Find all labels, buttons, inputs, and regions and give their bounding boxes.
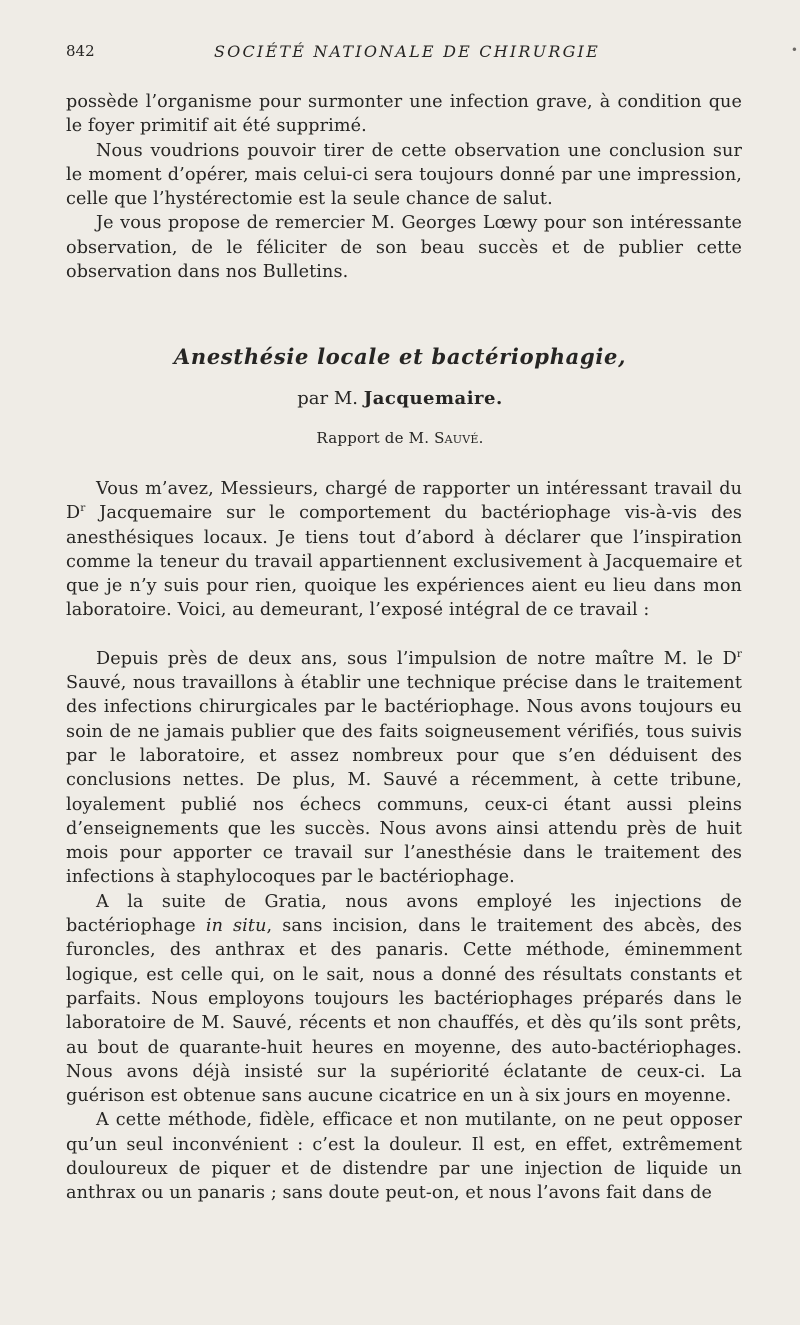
technique-text-end: Sauvé, nous travaillons à établir une technique précise dans le traitement des infections chirurgicales par le bactériophage. Nous avons toujours eu soin de ne jamais publier que des faits soigneusement vérifiés, tous suivis par le laboratoire, et assez nombreux pour que s’en déduisent des conclusions nettes. De plus, M. Sauvé a récemment, à cette tribune, loyalement publié nos échecs communs, ceux-ci étant aussi pleins d’enseignements que les succès. Nous avons ainsi attendu près de huit mois pour apporter ce travail sur l’anesthésie dans le traitement des infections à staphylocoques par le bactériophage. <box>66 673 742 888</box>
byline-prefix: par M. <box>297 388 358 409</box>
method-text-end: , sans incision, dans le traitement des abcès, des furoncles, des anthrax et des panaris. Cette méthode, éminemment logique, est celle qui, on le sait, nous a donné des résultats constants et parfaits. Nous employons toujours les bactériophages préparés dans le laboratoire de M. Sauvé, récents et non chauffés, et dès qu’ils sont prêts, au bout de quarante-huit heures en moyenne, des auto-bactériophages. Nous avons déjà insisté sur la supériorité éclatante de ceux-ci. La guérison est obtenue sans aucune cicatrice en un à six jours en moyenne. <box>66 916 743 1107</box>
previous-report-ending <box>66 90 742 284</box>
paragraph-pain: A cette méthode, fidèle, efficace et non mutilante, on ne peut opposer qu’un seul inconvénient : c’est la douleur. Il est, en effet, extrêmement douloureux de piquer et de distendre par une injection de liquide un anthrax ou un panaris ; sans doute peut-on, et nous l’avons fait dans de <box>66 1110 742 1204</box>
paragraph-technique <box>66 647 742 890</box>
paragraph-method <box>66 890 742 1109</box>
intro-text-end: Jacquemaire sur le comportement du bactériophage vis-à-vis des anesthésiques locaux. Je tiens tout d’abord à déclarer que l’inspiration comme la teneur du travail appartiennent exclusivement à Jacquemaire et que je n’y suis pour rien, quoique les expériences aient eu lieu dans mon laboratoire. Voici, au demeurant, l’exposé intégral de ce travail : <box>66 503 742 621</box>
edge-mark-icon: • <box>790 43 798 57</box>
report-author: Sauvé. <box>434 429 484 447</box>
running-title: SOCIÉTÉ NATIONALE DE CHIRURGIE <box>214 42 600 61</box>
intro-text-start: Vous m’avez, Messieurs, chargé de rapporter un intéressant travail du D <box>66 479 742 524</box>
paragraph-proposal: Je vous propose de remercier M. Georges Lœwy pour son intéressante observation, de le féliciter de son beau succès et de publier cette observation dans nos Bulletins. <box>66 213 742 283</box>
intro-doctor-superscript: r <box>80 502 86 515</box>
method-italic-term: in situ <box>205 916 267 937</box>
paragraph-continuation: possède l’organisme pour surmonter une infection grave, à condition que le foyer primitif ait été supprimé. <box>66 92 742 137</box>
page-header <box>66 42 742 66</box>
paragraph-conclusion: Nous voudrions pouvoir tirer de cette observation une conclusion sur le moment d’opérer, mais celui-ci sera toujours donné par une impression, celle que l’hystérectomie est la seule chance de salut. <box>66 140 742 210</box>
technique-text-start: Depuis près de deux ans, sous l’impulsion de notre maître M. le D <box>96 648 737 669</box>
page-number: 842 <box>66 42 95 60</box>
report-line <box>0 429 800 447</box>
paragraph-intro <box>66 477 742 623</box>
article-body <box>66 477 742 1206</box>
article-byline <box>0 388 800 409</box>
technique-doctor-superscript: r <box>736 647 742 660</box>
byline-author: Jacquemaire. <box>363 388 503 409</box>
report-prefix: Rapport de M. <box>316 429 430 447</box>
method-text-start: A la suite de Gratia, nous avons employé les injections de bactériophage <box>66 891 742 937</box>
article-title: Anesthésie locale et bactériophagie, <box>173 344 627 369</box>
